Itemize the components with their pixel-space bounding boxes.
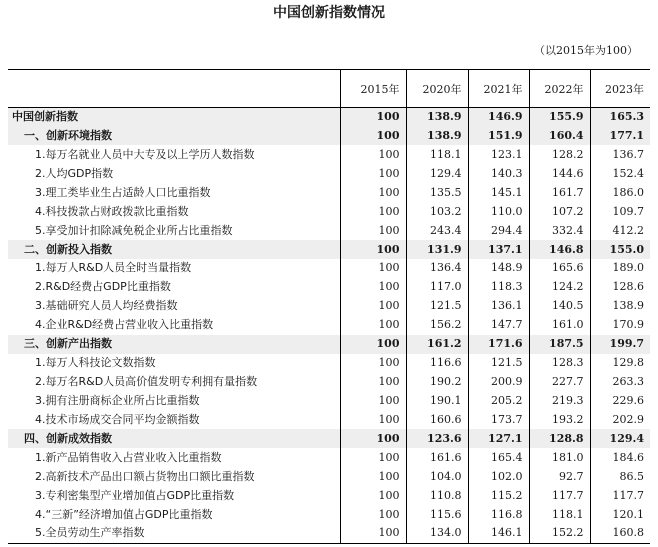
value-cell: 110.0 xyxy=(468,202,529,221)
value-cell: 129.8 xyxy=(612,356,644,370)
category-row xyxy=(8,429,650,448)
value-cell: 186.0 xyxy=(612,185,644,199)
innovation-index-table xyxy=(8,69,650,544)
category-row xyxy=(8,126,650,145)
indicator-name: 4.科技拨款占财政拨款比重指数 xyxy=(8,202,340,221)
value-cell: 184.6 xyxy=(612,450,644,464)
value-cell: 128.6 xyxy=(612,280,644,294)
value-cell: 136.1 xyxy=(468,297,529,316)
indicator-row xyxy=(8,505,650,524)
total-row xyxy=(8,108,650,127)
value-cell: 100 xyxy=(340,183,406,202)
value-cell: 161.2 xyxy=(406,335,468,354)
page-title: 中国创新指数情况 xyxy=(273,5,385,21)
value-cell: 156.2 xyxy=(406,316,468,335)
value-cell: 200.9 xyxy=(468,373,529,392)
indicator-name: 4.技术市场成交合同平均金额指数 xyxy=(8,411,340,430)
value-cell: 171.6 xyxy=(468,335,529,354)
indicator-name: 中国创新指数 xyxy=(8,108,340,127)
unit-note: （以2015年为100） xyxy=(534,44,638,57)
header-year: 2022年 xyxy=(529,70,590,108)
value-cell: 165.6 xyxy=(529,259,590,278)
category-row xyxy=(8,335,650,354)
value-cell: 102.0 xyxy=(468,467,529,486)
indicator-name: 三、创新产出指数 xyxy=(8,335,340,354)
indicator-row xyxy=(8,164,650,183)
value-cell: 155.0 xyxy=(590,240,650,259)
value-cell: 123.1 xyxy=(468,145,529,164)
indicator-name: 一、创新环境指数 xyxy=(8,126,340,145)
header-indicator xyxy=(8,70,340,108)
value-cell: 117.0 xyxy=(406,278,468,297)
indicator-name: 3.理工类毕业生占适龄人口比重指数 xyxy=(8,183,340,202)
value-cell: 100 xyxy=(340,316,406,335)
indicator-name: 4.“三新”经济增加值占GDP比重指数 xyxy=(8,505,340,524)
value-cell: 160.6 xyxy=(406,411,468,430)
value-cell: 152.2 xyxy=(529,524,590,543)
value-cell: 147.7 xyxy=(468,316,529,335)
indicator-row xyxy=(8,278,650,297)
value-cell: 165.4 xyxy=(468,448,529,467)
value-cell: 145.1 xyxy=(468,183,529,202)
value-cell: 332.4 xyxy=(529,221,590,240)
value-cell: 127.1 xyxy=(468,429,529,448)
header-year: 2015年 xyxy=(340,70,406,108)
indicator-name: 四、创新成效指数 xyxy=(8,429,340,448)
indicator-name: 2.人均GDP指数 xyxy=(8,164,340,183)
value-cell: 131.9 xyxy=(406,240,468,259)
table-header-row xyxy=(8,70,650,108)
indicator-name: 4.企业R&D经费占营业收入比重指数 xyxy=(8,316,340,335)
value-cell: 205.2 xyxy=(468,392,529,411)
value-cell: 243.4 xyxy=(406,221,468,240)
value-cell: 100 xyxy=(340,448,406,467)
value-cell: 160.4 xyxy=(529,126,590,145)
value-cell: 115.2 xyxy=(468,486,529,505)
value-cell: 100 xyxy=(340,202,406,221)
value-cell: 146.8 xyxy=(529,240,590,259)
value-cell: 103.2 xyxy=(406,202,468,221)
header-year: 2021年 xyxy=(468,70,529,108)
header-year: 2020年 xyxy=(406,70,468,108)
value-cell: 138.9 xyxy=(406,108,468,127)
value-cell: 128.3 xyxy=(529,354,590,373)
value-cell: 146.1 xyxy=(468,524,529,543)
indicator-row xyxy=(8,392,650,411)
value-cell: 129.4 xyxy=(590,429,650,448)
value-cell: 136.4 xyxy=(406,259,468,278)
category-row xyxy=(8,240,650,259)
value-cell: 100 xyxy=(340,297,406,316)
value-cell: 177.1 xyxy=(590,126,650,145)
value-cell: 138.9 xyxy=(612,299,644,313)
value-cell: 115.6 xyxy=(406,505,468,524)
value-cell: 100 xyxy=(340,278,406,297)
value-cell: 121.5 xyxy=(468,354,529,373)
indicator-row xyxy=(8,373,650,392)
value-cell: 100 xyxy=(340,145,406,164)
value-cell: 187.5 xyxy=(529,335,590,354)
value-cell: 100 xyxy=(340,164,406,183)
value-cell: 136.7 xyxy=(612,147,644,161)
indicator-name: 二、创新投入指数 xyxy=(8,240,340,259)
value-cell: 100 xyxy=(340,411,406,430)
value-cell: 137.1 xyxy=(468,240,529,259)
indicator-name: 1.新产品销售收入占营业收入比重指数 xyxy=(8,448,340,467)
indicator-name: 2.高新技术产品出口额占货物出口额比重指数 xyxy=(8,467,340,486)
value-cell: 118.1 xyxy=(529,505,590,524)
value-cell: 140.5 xyxy=(529,297,590,316)
value-cell: 120.1 xyxy=(612,507,644,521)
value-cell: 152.4 xyxy=(612,166,644,180)
value-cell: 151.9 xyxy=(468,126,529,145)
value-cell: 138.9 xyxy=(406,126,468,145)
indicator-row xyxy=(8,297,650,316)
indicator-row xyxy=(8,524,650,543)
value-cell: 190.2 xyxy=(406,373,468,392)
value-cell: 128.2 xyxy=(529,145,590,164)
value-cell: 160.8 xyxy=(590,524,650,543)
value-cell: 219.3 xyxy=(529,392,590,411)
indicator-row xyxy=(8,411,650,430)
value-cell: 92.7 xyxy=(529,467,590,486)
value-cell: 123.6 xyxy=(406,429,468,448)
indicator-row xyxy=(8,183,650,202)
indicator-row xyxy=(8,467,650,486)
indicator-name: 5.享受加计扣除减免税企业所占比重指数 xyxy=(8,221,340,240)
value-cell: 100 xyxy=(340,240,406,259)
value-cell: 227.7 xyxy=(529,373,590,392)
value-cell: 100 xyxy=(340,392,406,411)
value-cell: 161.6 xyxy=(406,448,468,467)
indicator-name: 1.每万名就业人员中大专及以上学历人数指数 xyxy=(8,145,340,164)
value-cell: 100 xyxy=(340,259,406,278)
indicator-name: 1.每万人科技论文数指数 xyxy=(8,354,340,373)
value-cell: 100 xyxy=(340,126,406,145)
value-cell: 161.7 xyxy=(529,183,590,202)
value-cell: 412.2 xyxy=(612,223,644,237)
value-cell: 86.5 xyxy=(619,469,644,483)
indicator-row xyxy=(8,486,650,505)
value-cell: 155.9 xyxy=(529,108,590,127)
value-cell: 100 xyxy=(340,505,406,524)
value-cell: 135.5 xyxy=(406,183,468,202)
value-cell: 229.6 xyxy=(612,394,644,408)
value-cell: 109.7 xyxy=(612,204,644,218)
indicator-row xyxy=(8,448,650,467)
value-cell: 148.9 xyxy=(468,259,529,278)
value-cell: 104.0 xyxy=(406,467,468,486)
value-cell: 202.9 xyxy=(612,412,644,426)
value-cell: 128.8 xyxy=(529,429,590,448)
indicator-row xyxy=(8,354,650,373)
value-cell: 100 xyxy=(340,429,406,448)
value-cell: 117.7 xyxy=(612,488,644,502)
value-cell: 193.2 xyxy=(529,411,590,430)
value-cell: 129.4 xyxy=(406,164,468,183)
indicator-row xyxy=(8,221,650,240)
value-cell: 170.9 xyxy=(612,318,644,332)
value-cell: 100 xyxy=(340,373,406,392)
value-cell: 294.4 xyxy=(468,221,529,240)
value-cell: 116.6 xyxy=(406,354,468,373)
indicator-name: 3.专利密集型产业增加值占GDP比重指数 xyxy=(8,486,340,505)
value-cell: 124.2 xyxy=(529,278,590,297)
value-cell: 161.0 xyxy=(529,316,590,335)
value-cell: 263.3 xyxy=(612,375,644,389)
value-cell: 100 xyxy=(340,108,406,127)
value-cell: 140.3 xyxy=(468,164,529,183)
value-cell: 100 xyxy=(340,335,406,354)
value-cell: 118.3 xyxy=(468,278,529,297)
value-cell: 100 xyxy=(340,354,406,373)
value-cell: 100 xyxy=(340,486,406,505)
value-cell: 165.3 xyxy=(590,108,650,127)
value-cell: 116.8 xyxy=(468,505,529,524)
indicator-row xyxy=(8,316,650,335)
header-year: 2023年 xyxy=(590,70,650,108)
value-cell: 117.7 xyxy=(529,486,590,505)
value-cell: 110.8 xyxy=(406,486,468,505)
value-cell: 181.0 xyxy=(529,448,590,467)
indicator-row xyxy=(8,202,650,221)
value-cell: 118.1 xyxy=(406,145,468,164)
value-cell: 146.9 xyxy=(468,108,529,127)
indicator-name: 2.R&D经费占GDP比重指数 xyxy=(8,278,340,297)
value-cell: 189.0 xyxy=(612,261,644,275)
indicator-row xyxy=(8,259,650,278)
value-cell: 100 xyxy=(340,467,406,486)
value-cell: 173.7 xyxy=(468,411,529,430)
value-cell: 107.2 xyxy=(529,202,590,221)
value-cell: 100 xyxy=(340,524,406,543)
indicator-name: 3.基础研究人员人均经费指数 xyxy=(8,297,340,316)
indicator-row xyxy=(8,145,650,164)
indicator-name: 3.拥有注册商标企业所占比重指数 xyxy=(8,392,340,411)
value-cell: 144.6 xyxy=(529,164,590,183)
value-cell: 190.1 xyxy=(406,392,468,411)
value-cell: 199.7 xyxy=(590,335,650,354)
value-cell: 134.0 xyxy=(406,524,468,543)
value-cell: 100 xyxy=(340,221,406,240)
indicator-name: 1.每万人R&D人员全时当量指数 xyxy=(8,259,340,278)
indicator-name: 5.全员劳动生产率指数 xyxy=(8,524,340,543)
indicator-name: 2.每万名R&D人员高价值发明专利拥有量指数 xyxy=(8,373,340,392)
value-cell: 121.5 xyxy=(406,297,468,316)
